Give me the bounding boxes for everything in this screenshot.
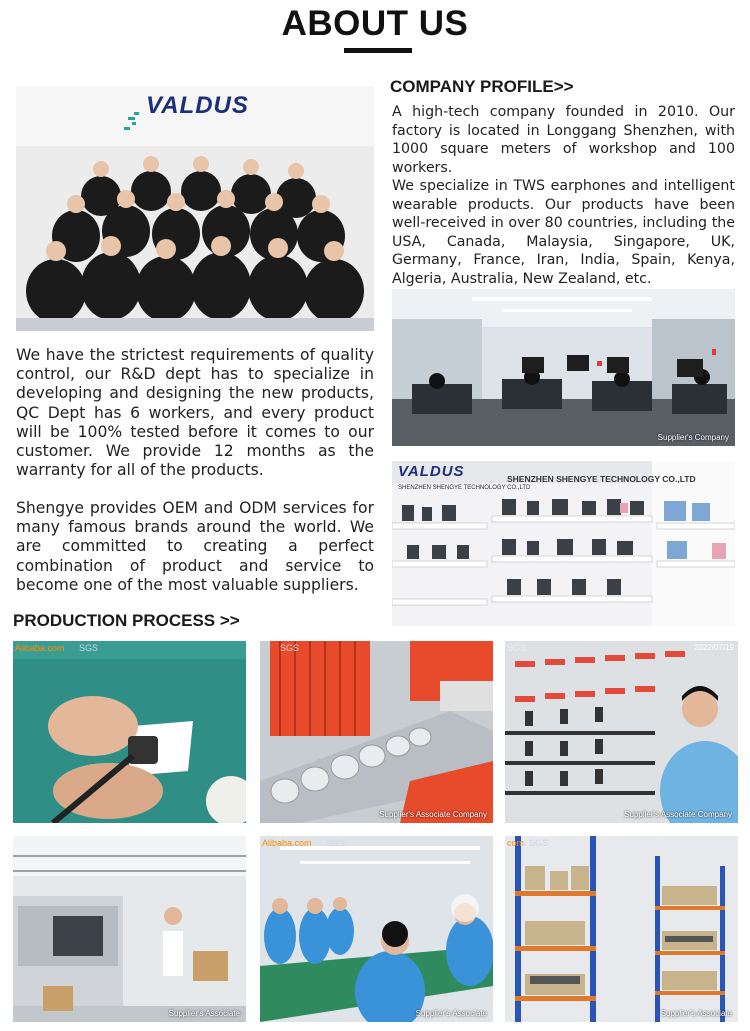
valdus-logo: VALDUS [146,92,249,119]
alibaba-tag: Alibaba.com [15,643,65,653]
sgs-tag: SGS [326,838,346,848]
sgs-tag: SGS [280,643,300,653]
company-profile-text-1: A high-tech company founded in 2010. Our factory is located in Longgang Shenzhen, with 1000 square meters of workshop and 100 workers. [392,104,735,176]
page-title: ABOUT US [281,4,469,43]
production-process-heading: PRODUCTION PROCESS >> [13,611,240,630]
oem-text: Shengye provides OEM and ODM services for many famous brands around the world. We are committed to creating a perfect combination of product and service to become one of the most valuable suppliers. [16,499,374,594]
company-profile-text-2: We specialize in TWS earphones and intelligent wearable products. Our products have been well-received in over 80 countries, including the USA, Canada, Malaysia, Singapore, UK, Germany, France, Iran, India, Spain, Kenya, Algeria, Australia, New Zealand, etc. [392,178,735,287]
associate-watermark: Supplier's Associate [415,1009,487,1018]
office-photo [392,289,735,446]
company-profile-heading: COMPANY PROFILE>> [390,77,574,96]
title-underline [344,48,412,53]
associate-watermark: Supplier's Associate Company [379,810,487,819]
showroom-photo [392,461,735,626]
production-photo-warehouse [505,836,738,1022]
date-stamp: 2022/07/19 [693,643,734,652]
team-photo [16,86,374,331]
showroom-sign-main: SHENZHEN SHENGYE TECHNOLOGY CO.,LTD [507,474,696,484]
production-photo-aging-test [505,641,738,823]
associate-watermark: Supplier's Associate [660,1009,732,1018]
associate-watermark: Supplier's Associate [168,1009,240,1018]
production-photo-assembly-line [260,836,493,1022]
alibaba-tag: Alibaba.com [262,838,312,848]
office-watermark: Supplier's Company [657,433,729,442]
showroom-logo: VALDUS [398,463,465,480]
alibaba-tag: com [507,838,525,848]
quality-text: We have the strictest requirements of quality control, our R&D dept has to specialize in developing and designing the new products, QC Dept has 6 workers, and every product will be 100% tested before it comes to our customer. We provide 12 months as the warranty for all of the products. [16,346,374,480]
sgs-tag: SGS [529,838,549,848]
production-photo-packing-line [13,836,246,1022]
production-photo-testing-machine [260,641,493,823]
sgs-tag: SGS [79,643,99,653]
production-photo-soldering [13,641,246,823]
associate-watermark: Supplier's Associate Company [624,810,732,819]
showroom-sign-left: SHENZHEN SHENGYE TECHNOLOGY CO.,LTD [398,485,531,491]
sgs-tag: SGS [507,643,527,653]
